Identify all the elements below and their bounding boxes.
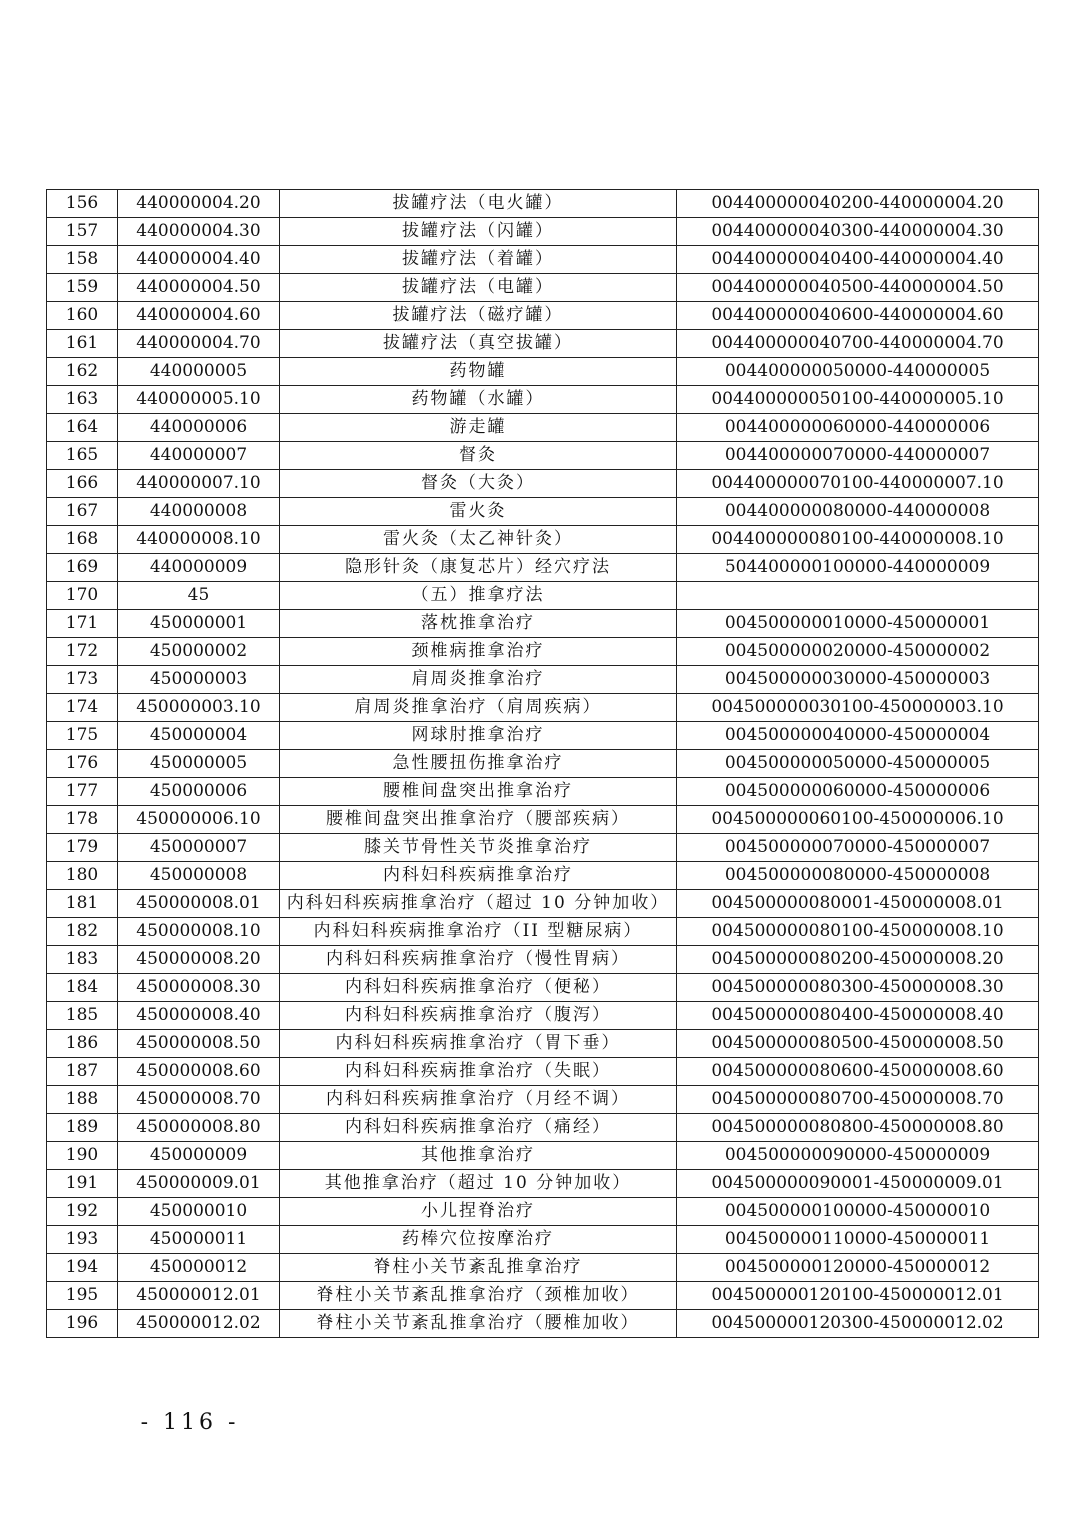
item-name-cell: 内科妇科疾病推拿治疗（II 型糖尿病）	[280, 918, 677, 946]
item-code-cell: 450000005	[118, 750, 280, 778]
item-name-cell: 内科妇科疾病推拿治疗（胃下垂）	[280, 1030, 677, 1058]
table-row	[47, 890, 1039, 918]
mapping-code-cell: 004400000050000-440000005	[677, 358, 1039, 386]
item-code-cell: 450000008.80	[118, 1114, 280, 1142]
row-index-cell: 195	[47, 1282, 118, 1310]
row-index-cell: 180	[47, 862, 118, 890]
item-name-cell: 拔罐疗法（着罐）	[280, 246, 677, 274]
table-row	[47, 218, 1039, 246]
mapping-code-cell: 504400000100000-440000009	[677, 554, 1039, 582]
mapping-code-cell: 004400000040700-440000004.70	[677, 330, 1039, 358]
table-row	[47, 666, 1039, 694]
table-row	[47, 638, 1039, 666]
item-name-cell: 药物罐	[280, 358, 677, 386]
item-code-cell: 440000009	[118, 554, 280, 582]
item-name-cell: 药物罐（水罐）	[280, 386, 677, 414]
table-row	[47, 946, 1039, 974]
item-code-cell: 440000007.10	[118, 470, 280, 498]
table-row	[47, 1254, 1039, 1282]
mapping-code-cell: 004500000080700-450000008.70	[677, 1086, 1039, 1114]
item-name-cell: 内科妇科疾病推拿治疗（超过 10 分钟加收）	[280, 890, 677, 918]
table-row	[47, 302, 1039, 330]
item-name-cell: 肩周炎推拿治疗	[280, 666, 677, 694]
row-index-cell: 185	[47, 1002, 118, 1030]
row-index-cell: 159	[47, 274, 118, 302]
item-name-cell: 督灸	[280, 442, 677, 470]
table-row	[47, 610, 1039, 638]
mapping-code-cell: 004500000080300-450000008.30	[677, 974, 1039, 1002]
row-index-cell: 164	[47, 414, 118, 442]
item-name-cell: 网球肘推拿治疗	[280, 722, 677, 750]
row-index-cell: 182	[47, 918, 118, 946]
table-row	[47, 386, 1039, 414]
mapping-code-cell: 004500000070000-450000007	[677, 834, 1039, 862]
mapping-code-cell: 004400000040400-440000004.40	[677, 246, 1039, 274]
mapping-code-cell: 004400000070100-440000007.10	[677, 470, 1039, 498]
table-row	[47, 330, 1039, 358]
item-code-cell: 440000004.30	[118, 218, 280, 246]
item-name-cell: 其他推拿治疗	[280, 1142, 677, 1170]
row-index-cell: 161	[47, 330, 118, 358]
item-code-cell: 440000005	[118, 358, 280, 386]
table-row	[47, 694, 1039, 722]
item-name-cell: （五）推拿疗法	[280, 582, 677, 610]
mapping-code-cell: 004500000020000-450000002	[677, 638, 1039, 666]
row-index-cell: 194	[47, 1254, 118, 1282]
item-name-cell: 游走罐	[280, 414, 677, 442]
row-index-cell: 178	[47, 806, 118, 834]
mapping-code-cell: 004500000120000-450000012	[677, 1254, 1039, 1282]
item-code-cell: 450000003	[118, 666, 280, 694]
row-index-cell: 191	[47, 1170, 118, 1198]
table-row	[47, 1198, 1039, 1226]
item-name-cell: 雷火灸	[280, 498, 677, 526]
row-index-cell: 189	[47, 1114, 118, 1142]
row-index-cell: 175	[47, 722, 118, 750]
item-code-cell: 440000004.50	[118, 274, 280, 302]
table-row	[47, 470, 1039, 498]
mapping-code-cell: 004500000050000-450000005	[677, 750, 1039, 778]
row-index-cell: 192	[47, 1198, 118, 1226]
item-name-cell: 内科妇科疾病推拿治疗（腹泻）	[280, 1002, 677, 1030]
item-name-cell: 小儿捏脊治疗	[280, 1198, 677, 1226]
row-index-cell: 188	[47, 1086, 118, 1114]
table-row	[47, 1002, 1039, 1030]
table-row	[47, 834, 1039, 862]
mapping-code-cell	[677, 582, 1039, 610]
item-code-cell: 440000005.10	[118, 386, 280, 414]
row-index-cell: 165	[47, 442, 118, 470]
mapping-code-cell: 004500000080400-450000008.40	[677, 1002, 1039, 1030]
row-index-cell: 167	[47, 498, 118, 526]
mapping-code-cell: 004500000080000-450000008	[677, 862, 1039, 890]
item-code-cell: 450000003.10	[118, 694, 280, 722]
item-name-cell: 腰椎间盘突出推拿治疗	[280, 778, 677, 806]
mapping-code-cell: 004400000080100-440000008.10	[677, 526, 1039, 554]
item-code-cell: 450000008	[118, 862, 280, 890]
item-name-cell: 隐形针灸（康复芯片）经穴疗法	[280, 554, 677, 582]
row-index-cell: 157	[47, 218, 118, 246]
item-name-cell: 脊柱小关节紊乱推拿治疗	[280, 1254, 677, 1282]
table-row	[47, 1114, 1039, 1142]
item-code-cell: 450000004	[118, 722, 280, 750]
item-code-cell: 450000008.30	[118, 974, 280, 1002]
row-index-cell: 162	[47, 358, 118, 386]
item-name-cell: 拔罐疗法（磁疗罐）	[280, 302, 677, 330]
mapping-code-cell: 004500000080100-450000008.10	[677, 918, 1039, 946]
row-index-cell: 193	[47, 1226, 118, 1254]
item-name-cell: 拔罐疗法（电罐）	[280, 274, 677, 302]
item-name-cell: 膝关节骨性关节炎推拿治疗	[280, 834, 677, 862]
item-code-cell: 450000011	[118, 1226, 280, 1254]
item-code-cell: 450000002	[118, 638, 280, 666]
mapping-code-cell: 004500000080500-450000008.50	[677, 1030, 1039, 1058]
item-name-cell: 药棒穴位按摩治疗	[280, 1226, 677, 1254]
item-name-cell: 拔罐疗法（真空拔罐）	[280, 330, 677, 358]
table-row	[47, 358, 1039, 386]
row-index-cell: 183	[47, 946, 118, 974]
row-index-cell: 196	[47, 1310, 118, 1338]
row-index-cell: 176	[47, 750, 118, 778]
item-code-cell: 45	[118, 582, 280, 610]
item-code-cell: 450000012	[118, 1254, 280, 1282]
row-index-cell: 160	[47, 302, 118, 330]
item-name-cell: 内科妇科疾病推拿治疗（便秘）	[280, 974, 677, 1002]
table-row	[47, 1170, 1039, 1198]
table-row	[47, 974, 1039, 1002]
item-code-cell: 440000007	[118, 442, 280, 470]
table-row	[47, 1310, 1039, 1338]
item-name-cell: 雷火灸（太乙神针灸）	[280, 526, 677, 554]
row-index-cell: 170	[47, 582, 118, 610]
row-index-cell: 174	[47, 694, 118, 722]
item-name-cell: 急性腰扭伤推拿治疗	[280, 750, 677, 778]
item-code-cell: 450000008.20	[118, 946, 280, 974]
item-name-cell: 内科妇科疾病推拿治疗（月经不调）	[280, 1086, 677, 1114]
item-name-cell: 内科妇科疾病推拿治疗（慢性胃病）	[280, 946, 677, 974]
row-index-cell: 187	[47, 1058, 118, 1086]
item-code-cell: 450000006.10	[118, 806, 280, 834]
mapping-code-cell: 004500000090001-450000009.01	[677, 1170, 1039, 1198]
table-row	[47, 526, 1039, 554]
item-code-cell: 450000008.60	[118, 1058, 280, 1086]
item-code-cell: 440000004.20	[118, 190, 280, 218]
row-index-cell: 158	[47, 246, 118, 274]
table-body	[47, 190, 1039, 1338]
item-name-cell: 肩周炎推拿治疗（肩周疾病）	[280, 694, 677, 722]
item-name-cell: 落枕推拿治疗	[280, 610, 677, 638]
table-row	[47, 414, 1039, 442]
fee-item-table	[46, 189, 1039, 1338]
table-row	[47, 190, 1039, 218]
item-code-cell: 440000006	[118, 414, 280, 442]
mapping-code-cell: 004400000040200-440000004.20	[677, 190, 1039, 218]
row-index-cell: 177	[47, 778, 118, 806]
item-code-cell: 440000008.10	[118, 526, 280, 554]
item-code-cell: 450000007	[118, 834, 280, 862]
item-code-cell: 440000008	[118, 498, 280, 526]
row-index-cell: 190	[47, 1142, 118, 1170]
mapping-code-cell: 004500000090000-450000009	[677, 1142, 1039, 1170]
item-name-cell: 拔罐疗法（电火罐）	[280, 190, 677, 218]
item-name-cell: 内科妇科疾病推拿治疗（失眠）	[280, 1058, 677, 1086]
item-name-cell: 内科妇科疾病推拿治疗（痛经）	[280, 1114, 677, 1142]
mapping-code-cell: 004500000030000-450000003	[677, 666, 1039, 694]
mapping-code-cell: 004400000040500-440000004.50	[677, 274, 1039, 302]
item-code-cell: 440000004.60	[118, 302, 280, 330]
mapping-code-cell: 004500000030100-450000003.10	[677, 694, 1039, 722]
item-name-cell: 其他推拿治疗（超过 10 分钟加收）	[280, 1170, 677, 1198]
row-index-cell: 184	[47, 974, 118, 1002]
item-code-cell: 450000008.01	[118, 890, 280, 918]
row-index-cell: 156	[47, 190, 118, 218]
table-row	[47, 1058, 1039, 1086]
table-row	[47, 274, 1039, 302]
item-code-cell: 450000009.01	[118, 1170, 280, 1198]
item-name-cell: 督灸（大灸）	[280, 470, 677, 498]
table-row	[47, 246, 1039, 274]
row-index-cell: 173	[47, 666, 118, 694]
item-code-cell: 450000001	[118, 610, 280, 638]
mapping-code-cell: 004400000040300-440000004.30	[677, 218, 1039, 246]
row-index-cell: 168	[47, 526, 118, 554]
table-row	[47, 1282, 1039, 1310]
item-code-cell: 450000009	[118, 1142, 280, 1170]
mapping-code-cell: 004500000060100-450000006.10	[677, 806, 1039, 834]
item-code-cell: 450000006	[118, 778, 280, 806]
table-row	[47, 722, 1039, 750]
item-name-cell: 脊柱小关节紊乱推拿治疗（腰椎加收）	[280, 1310, 677, 1338]
table-row	[47, 498, 1039, 526]
item-code-cell: 440000004.70	[118, 330, 280, 358]
row-index-cell: 166	[47, 470, 118, 498]
item-name-cell: 颈椎病推拿治疗	[280, 638, 677, 666]
mapping-code-cell: 004400000060000-440000006	[677, 414, 1039, 442]
item-code-cell: 440000004.40	[118, 246, 280, 274]
mapping-code-cell: 004500000080001-450000008.01	[677, 890, 1039, 918]
table-row	[47, 778, 1039, 806]
table-row	[47, 582, 1039, 610]
mapping-code-cell: 004400000050100-440000005.10	[677, 386, 1039, 414]
row-index-cell: 163	[47, 386, 118, 414]
mapping-code-cell: 004400000080000-440000008	[677, 498, 1039, 526]
item-name-cell: 拔罐疗法（闪罐）	[280, 218, 677, 246]
mapping-code-cell: 004500000080600-450000008.60	[677, 1058, 1039, 1086]
table-row	[47, 1226, 1039, 1254]
row-index-cell: 186	[47, 1030, 118, 1058]
mapping-code-cell: 004400000040600-440000004.60	[677, 302, 1039, 330]
item-name-cell: 腰椎间盘突出推拿治疗（腰部疾病）	[280, 806, 677, 834]
table-row	[47, 862, 1039, 890]
item-code-cell: 450000010	[118, 1198, 280, 1226]
mapping-code-cell: 004500000120100-450000012.01	[677, 1282, 1039, 1310]
table-row	[47, 918, 1039, 946]
item-code-cell: 450000012.02	[118, 1310, 280, 1338]
mapping-code-cell: 004500000120300-450000012.02	[677, 1310, 1039, 1338]
row-index-cell: 179	[47, 834, 118, 862]
row-index-cell: 172	[47, 638, 118, 666]
item-code-cell: 450000008.10	[118, 918, 280, 946]
table-row	[47, 1030, 1039, 1058]
mapping-code-cell: 004500000080800-450000008.80	[677, 1114, 1039, 1142]
item-code-cell: 450000008.70	[118, 1086, 280, 1114]
page-number: - 116 -	[140, 1410, 240, 1435]
mapping-code-cell: 004500000010000-450000001	[677, 610, 1039, 638]
item-code-cell: 450000012.01	[118, 1282, 280, 1310]
item-code-cell: 450000008.50	[118, 1030, 280, 1058]
item-name-cell: 脊柱小关节紊乱推拿治疗（颈椎加收）	[280, 1282, 677, 1310]
table-row	[47, 1086, 1039, 1114]
table-row	[47, 750, 1039, 778]
item-code-cell: 450000008.40	[118, 1002, 280, 1030]
row-index-cell: 181	[47, 890, 118, 918]
mapping-code-cell: 004500000040000-450000004	[677, 722, 1039, 750]
row-index-cell: 169	[47, 554, 118, 582]
mapping-code-cell: 004500000080200-450000008.20	[677, 946, 1039, 974]
mapping-code-cell: 004400000070000-440000007	[677, 442, 1039, 470]
mapping-code-cell: 004500000100000-450000010	[677, 1198, 1039, 1226]
table-row	[47, 554, 1039, 582]
table-row	[47, 442, 1039, 470]
mapping-code-cell: 004500000060000-450000006	[677, 778, 1039, 806]
table-row	[47, 806, 1039, 834]
row-index-cell: 171	[47, 610, 118, 638]
item-name-cell: 内科妇科疾病推拿治疗	[280, 862, 677, 890]
table-row	[47, 1142, 1039, 1170]
mapping-code-cell: 004500000110000-450000011	[677, 1226, 1039, 1254]
